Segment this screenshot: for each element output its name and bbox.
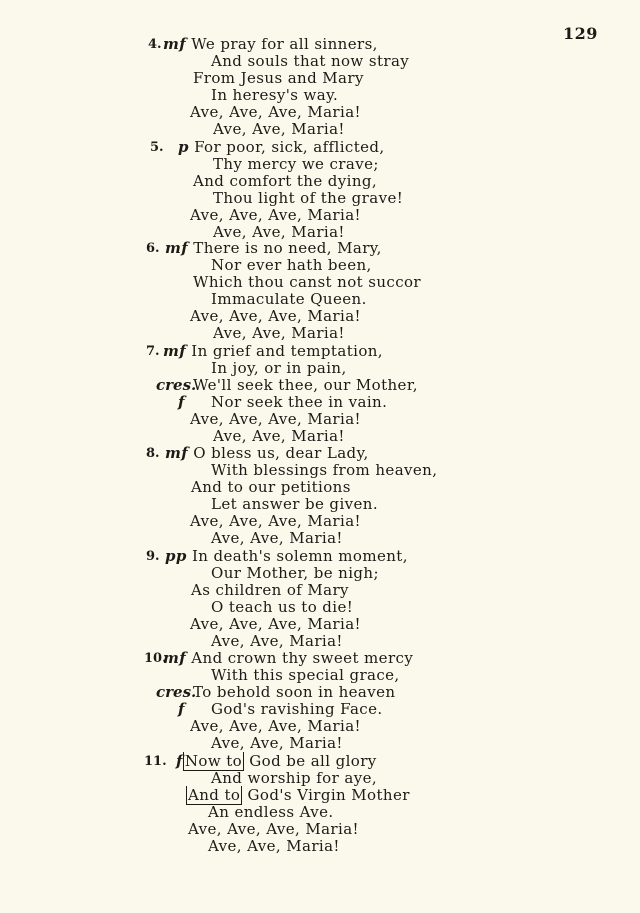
verse-line: mf There is no need, Mary, bbox=[165, 239, 382, 257]
verse-line: Nor seek thee in vain. bbox=[211, 393, 388, 411]
cue-marking: f bbox=[178, 700, 185, 718]
verse-line: In joy, or in pain, bbox=[211, 359, 347, 377]
verse-line: An endless Ave. bbox=[208, 803, 334, 821]
refrain-line: Ave, Ave, Maria! bbox=[211, 734, 343, 752]
verse-line: mf O bless us, dear Lady, bbox=[165, 444, 369, 462]
verse-line: O teach us to die! bbox=[211, 598, 354, 616]
dynamic-marking: mf bbox=[163, 342, 187, 360]
verse-line: Thou light of the grave! bbox=[213, 189, 404, 207]
verse-line: p For poor, sick, afflicted, bbox=[178, 138, 385, 156]
dynamic-marking: mf bbox=[165, 239, 189, 257]
refrain-line: Ave, Ave, Ave, Maria! bbox=[190, 307, 361, 325]
refrain-line: Ave, Ave, Maria! bbox=[213, 427, 345, 445]
refrain-line: Ave, Ave, Ave, Maria! bbox=[190, 103, 361, 121]
refrain-line: Ave, Ave, Maria! bbox=[213, 120, 345, 138]
verse-line: pp In death's solemn moment, bbox=[165, 547, 408, 565]
refrain-line: Ave, Ave, Maria! bbox=[211, 632, 343, 650]
verse-line: mf In grief and temptation, bbox=[163, 342, 383, 360]
refrain-line: Ave, Ave, Maria! bbox=[213, 223, 345, 241]
dynamic-marking: f bbox=[176, 752, 183, 770]
page-number: 129 bbox=[563, 24, 598, 43]
dynamic-marking: mf bbox=[165, 444, 189, 462]
verse-line: Nor ever hath been, bbox=[211, 256, 372, 274]
verse-number: 10. bbox=[144, 651, 167, 666]
verse-line: With this special grace, bbox=[211, 666, 400, 684]
repeat-bracket: Now to bbox=[184, 752, 243, 770]
refrain-line: Ave, Ave, Ave, Maria! bbox=[190, 717, 361, 735]
verse-line: Thy mercy we crave; bbox=[213, 155, 379, 173]
verse-line: Which thou canst not succor bbox=[193, 273, 421, 291]
verse-line: As children of Mary bbox=[191, 581, 349, 599]
verse-line: And souls that now stray bbox=[211, 52, 410, 70]
verse-line: We'll seek thee, our Mother, bbox=[193, 376, 418, 394]
verse-number: 11. bbox=[144, 754, 167, 769]
verse-line: In heresy's way. bbox=[211, 86, 339, 104]
verse-line: And to our petitions bbox=[191, 478, 351, 496]
verse-line: mf And crown thy sweet mercy bbox=[163, 649, 414, 667]
refrain-line: Ave, Ave, Ave, Maria! bbox=[190, 512, 361, 530]
dynamic-marking: p bbox=[178, 138, 189, 156]
verse-line: God's ravishing Face. bbox=[211, 700, 383, 718]
refrain-line: Ave, Ave, Ave, Maria! bbox=[188, 820, 359, 838]
refrain-line: Ave, Ave, Ave, Maria! bbox=[190, 410, 361, 428]
refrain-line: Ave, Ave, Maria! bbox=[211, 529, 343, 547]
verse-number: 7. bbox=[146, 344, 160, 359]
refrain-line: Ave, Ave, Maria! bbox=[213, 324, 345, 342]
verse-number: 6. bbox=[146, 241, 160, 256]
verse-number: 8. bbox=[146, 446, 160, 461]
verse-number: 9. bbox=[146, 549, 160, 564]
verse-line: mf We pray for all sinners, bbox=[163, 35, 378, 53]
verse-line: f Now to God be all glory bbox=[176, 752, 377, 770]
verse-line: And worship for aye, bbox=[211, 769, 378, 787]
verse-line: To behold soon in heaven bbox=[193, 683, 396, 701]
repeat-bracket: And to bbox=[188, 786, 241, 804]
verse-number: 4. bbox=[148, 37, 162, 52]
cue-marking: cres. bbox=[156, 683, 197, 701]
verse-line: From Jesus and Mary bbox=[193, 69, 364, 87]
refrain-line: Ave, Ave, Ave, Maria! bbox=[190, 615, 361, 633]
verse-line: And to God's Virgin Mother bbox=[188, 786, 410, 804]
cue-marking: cres. bbox=[156, 376, 197, 394]
verse-line: And comfort the dying, bbox=[193, 172, 378, 190]
verse-line: Immaculate Queen. bbox=[211, 290, 367, 308]
verse-line: Let answer be given. bbox=[211, 495, 379, 513]
refrain-line: Ave, Ave, Ave, Maria! bbox=[190, 206, 361, 224]
cue-marking: f bbox=[178, 393, 185, 411]
verse-line: With blessings from heaven, bbox=[211, 461, 438, 479]
verse-line: Our Mother, be nigh; bbox=[211, 564, 379, 582]
refrain-line: Ave, Ave, Maria! bbox=[208, 837, 340, 855]
dynamic-marking: pp bbox=[165, 547, 187, 565]
dynamic-marking: mf bbox=[163, 35, 187, 53]
verse-number: 5. bbox=[150, 140, 164, 155]
dynamic-marking: mf bbox=[163, 649, 187, 667]
